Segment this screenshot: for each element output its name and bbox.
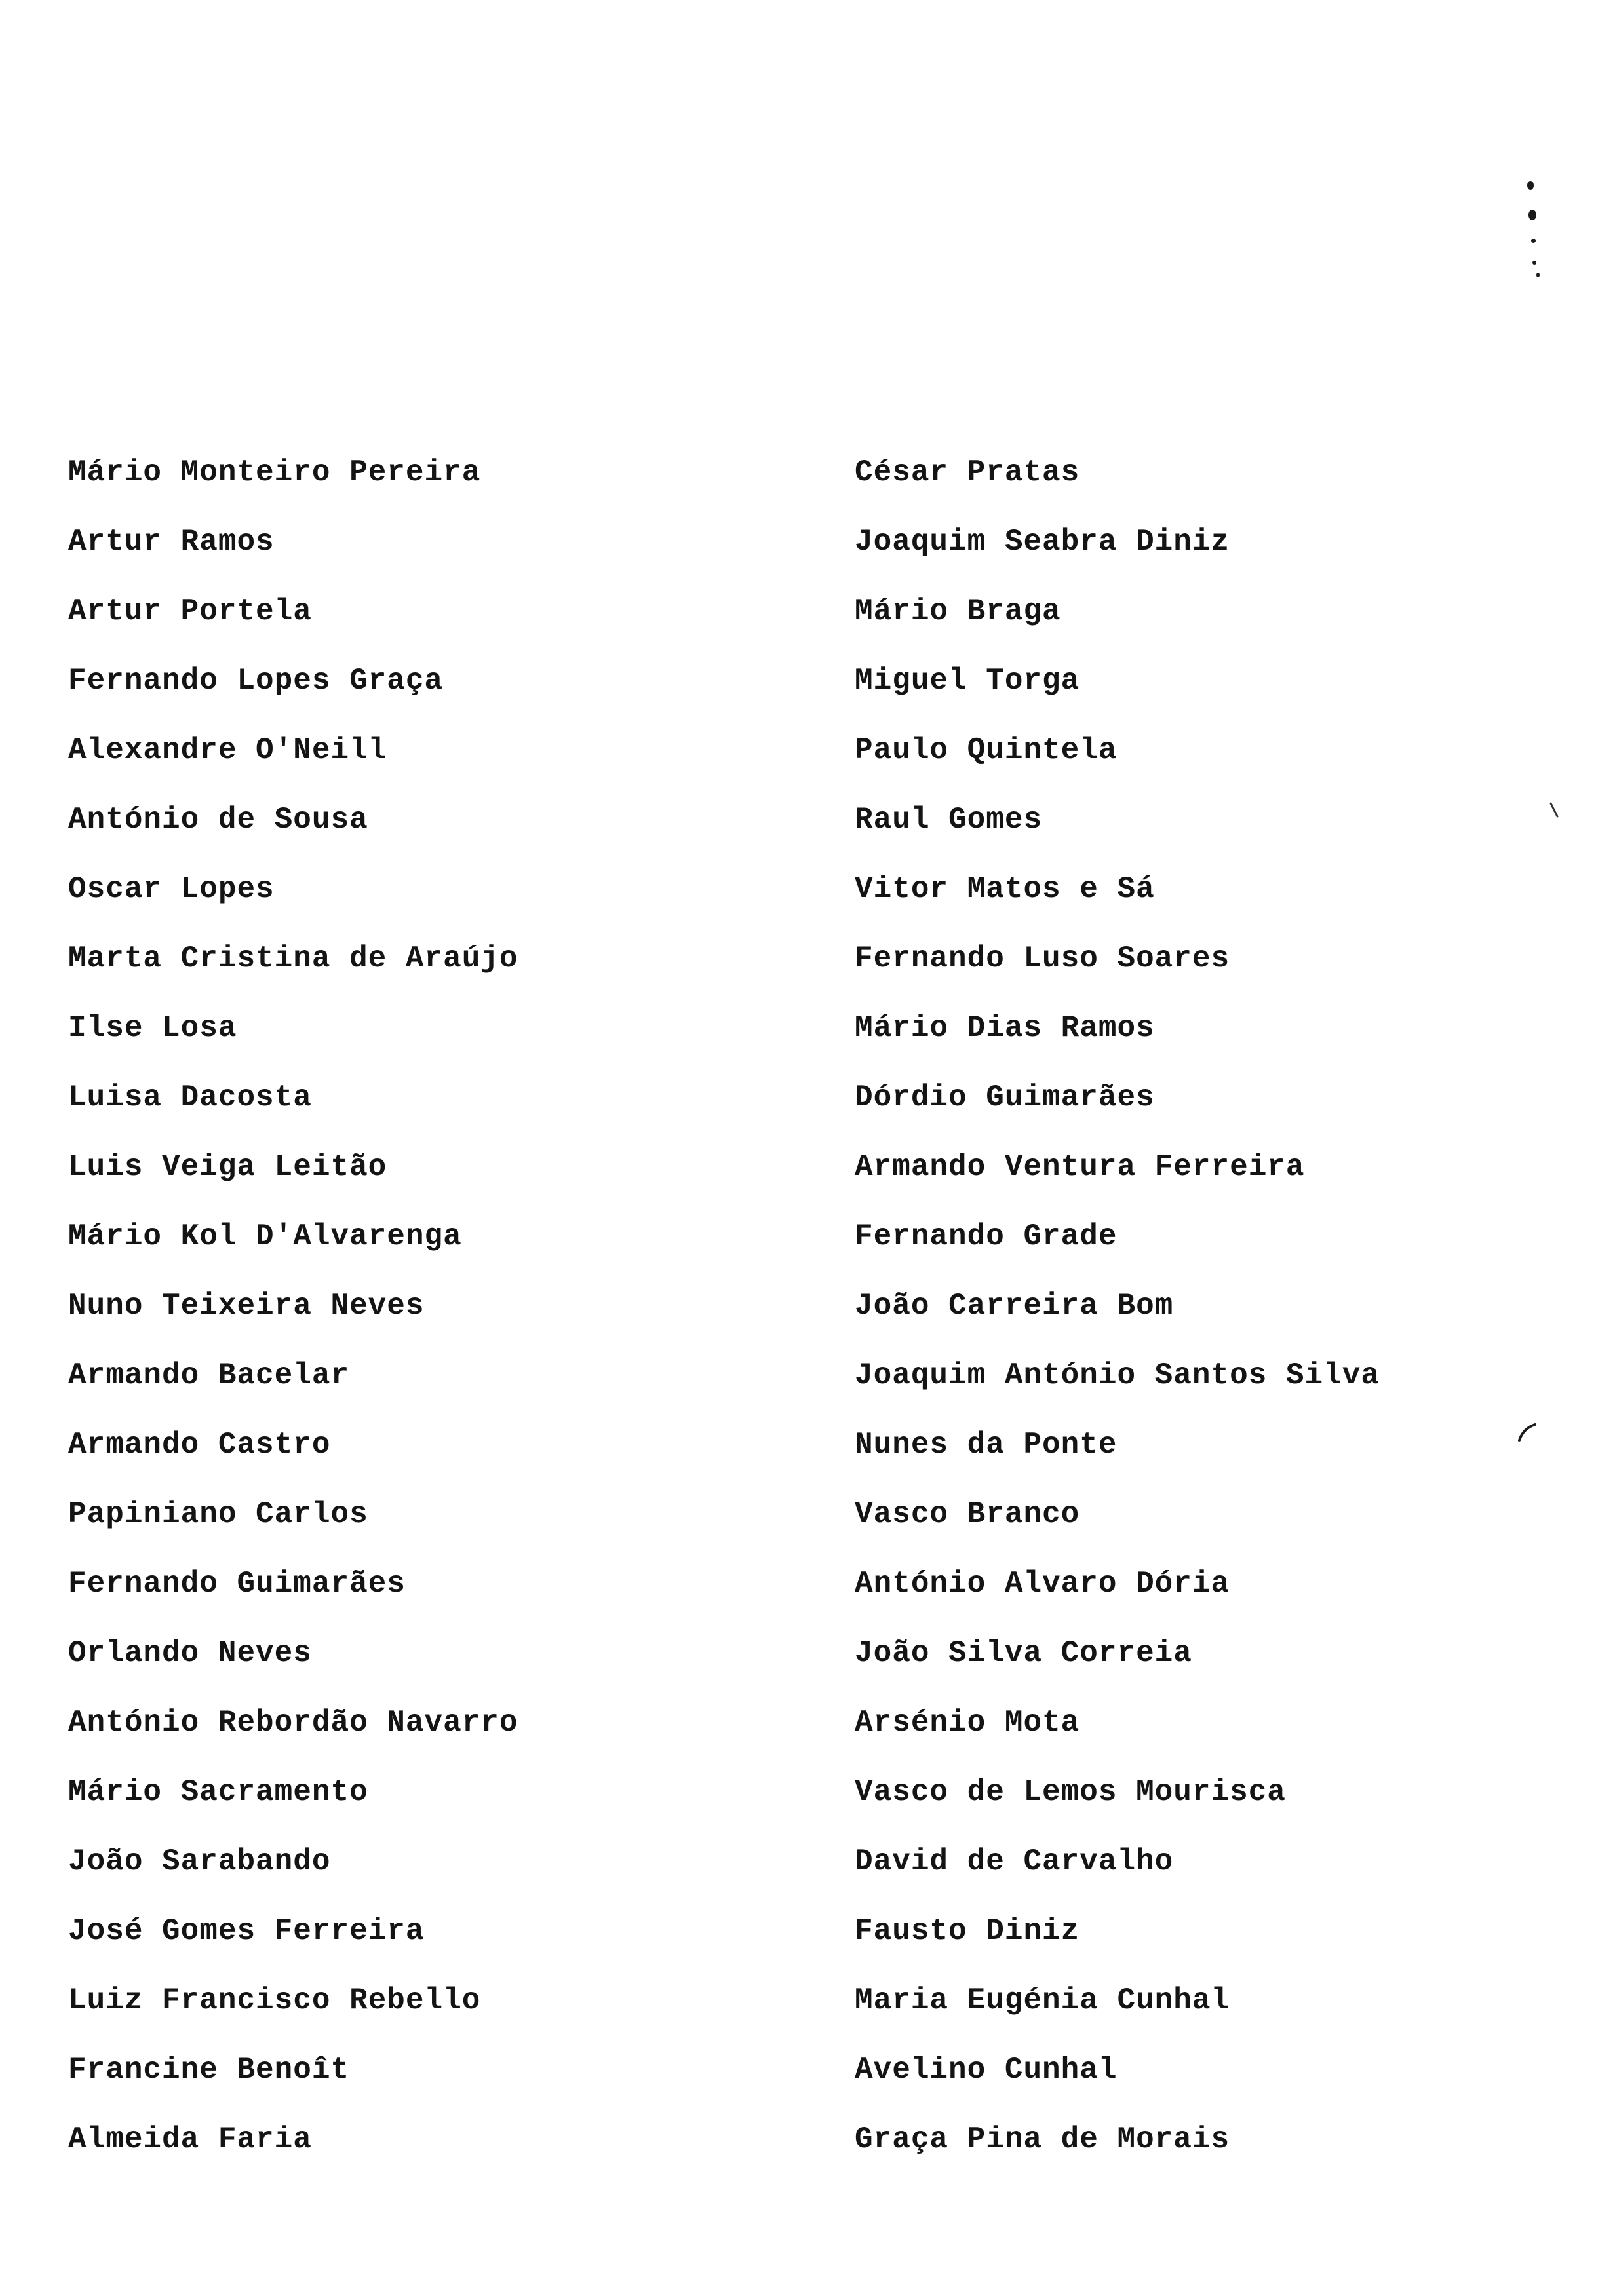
list-item: Armando Ventura Ferreira [855,1150,1305,1184]
list-item: David de Carvalho [855,1845,1174,1879]
list-item: Francine Benoît [68,2053,350,2087]
list-item: José Gomes Ferreira [68,1914,425,1948]
list-item: Luiz Francisco Rebello [68,1983,481,2018]
list-item: Alexandre O'Neill [68,733,387,767]
name-list-right [855,438,1380,2174]
list-item: César Pratas [855,455,1080,489]
pencil-tick-icon [1548,801,1561,820]
list-item: Luisa Dacosta [68,1081,312,1115]
list-item: António de Sousa [68,803,368,837]
list-item: Oscar Lopes [68,872,275,906]
list-item: Maria Eugénia Cunhal [855,1983,1230,2018]
list-item: Avelino Cunhal [855,2053,1118,2087]
scan-speck-icon [1532,261,1536,265]
list-item: Fausto Diniz [855,1914,1080,1948]
list-item: Nuno Teixeira Neves [68,1289,425,1323]
list-item: Papiniano Carlos [68,1497,368,1531]
list-item: Ilse Losa [68,1011,237,1045]
list-item: Vitor Matos e Sá [855,872,1155,906]
list-item: Armando Castro [68,1428,331,1462]
list-item: Fernando Grade [855,1219,1118,1253]
scan-speck-icon [1531,239,1536,243]
list-item: Joaquim António Santos Silva [855,1358,1380,1392]
scan-speck-icon [1527,181,1534,190]
list-item: Vasco Branco [855,1497,1080,1531]
list-item: Miguel Torga [855,664,1080,698]
list-item: Mário Sacramento [68,1775,368,1809]
list-item: Mário Dias Ramos [855,1011,1155,1045]
list-item: Fernando Lopes Graça [68,664,444,698]
list-item: Orlando Neves [68,1636,312,1670]
list-item: Joaquim Seabra Diniz [855,525,1230,559]
list-item: Artur Portela [68,594,312,628]
pencil-mark-icon [1513,1421,1539,1447]
name-list-left [68,438,518,2174]
list-item: Graça Pina de Morais [855,2122,1230,2156]
list-item: Almeida Faria [68,2122,312,2156]
list-item: Luis Veiga Leitão [68,1150,387,1184]
list-item: Mário Monteiro Pereira [68,455,481,489]
list-item: Paulo Quintela [855,733,1118,767]
list-item: António Rebordão Navarro [68,1706,518,1740]
list-item: Mário Kol D'Alvarenga [68,1219,462,1253]
list-item: João Silva Correia [855,1636,1192,1670]
list-item: Mário Braga [855,594,1061,628]
list-item: Raul Gomes [855,803,1043,837]
scan-speck-icon [1528,210,1536,220]
list-item: Nunes da Ponte [855,1428,1118,1462]
list-item: Artur Ramos [68,525,275,559]
list-item: Fernando Luso Soares [855,942,1230,976]
list-item: Marta Cristina de Araújo [68,942,518,976]
list-item: Armando Bacelar [68,1358,350,1392]
list-item: Fernando Guimarães [68,1567,406,1601]
list-item: João Carreira Bom [855,1289,1174,1323]
list-item: António Alvaro Dória [855,1567,1230,1601]
list-item: João Sarabando [68,1845,331,1879]
list-item: Dórdio Guimarães [855,1081,1155,1115]
list-item: Vasco de Lemos Mourisca [855,1775,1286,1809]
scan-speck-icon [1536,273,1540,277]
list-item: Arsénio Mota [855,1706,1080,1740]
